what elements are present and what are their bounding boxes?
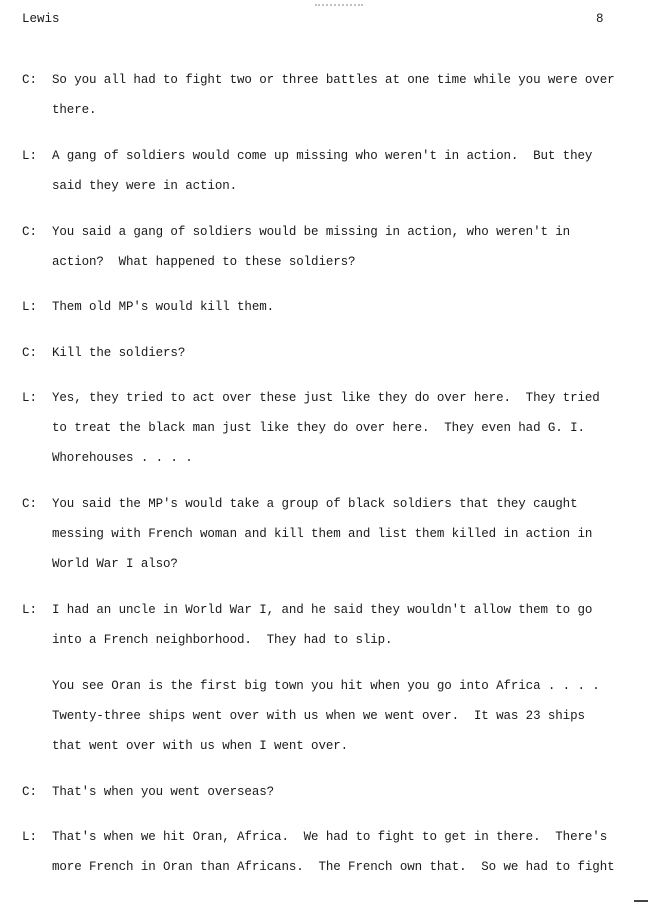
transcript-line: messing with French woman and kill them and list them killed in action in (52, 527, 593, 541)
speaker-label: L: (22, 391, 38, 405)
speaker-label: C: (22, 225, 38, 239)
transcript-line: That's when you went overseas? (52, 785, 275, 799)
scan-edge-mark (634, 900, 648, 902)
transcript-line: to treat the black man just like they do over here. They even had G. I. (52, 421, 585, 435)
speaker-label: L: (22, 830, 38, 844)
transcript-line: A gang of soldiers would come up missing who weren't in action. But they (52, 149, 593, 163)
transcript-line: Whorehouses . . . . (52, 451, 193, 465)
transcript-line: said they were in action. (52, 179, 238, 193)
speaker-label: C: (22, 346, 38, 360)
transcript-line: You said the MP's would take a group of black soldiers that they caught (52, 497, 578, 511)
transcript-line: Kill the soldiers? (52, 346, 186, 360)
transcript-line: action? What happened to these soldiers? (52, 255, 356, 269)
speaker-label: C: (22, 785, 38, 799)
transcript-line: You said a gang of soldiers would be missing in action, who weren't in (52, 225, 571, 239)
transcript-line: that went over with us when I went over. (52, 739, 349, 753)
transcript-line: Twenty-three ships went over with us when we went over. It was 23 ships (52, 709, 585, 723)
transcript-line: I had an uncle in World War I, and he said they wouldn't allow them to go (52, 603, 593, 617)
speaker-label: L: (22, 603, 38, 617)
transcript-line: You see Oran is the first big town you hit when you go into Africa . . . . (52, 679, 600, 693)
transcript-line: there. (52, 103, 97, 117)
transcript-line: into a French neighborhood. They had to slip. (52, 633, 393, 647)
transcript-line: World War I also? (52, 557, 178, 571)
page-number: 8 (596, 12, 604, 26)
transcript-line: That's when we hit Oran, Africa. We had to fight to get in there. There's (52, 830, 608, 844)
transcript-line: So you all had to fight two or three battles at one time while you were over (52, 73, 615, 87)
speaker-label: C: (22, 73, 38, 87)
scan-artifact (315, 0, 363, 6)
transcript-line: Yes, they tried to act over these just like they do over here. They tried (52, 391, 600, 405)
speaker-label: C: (22, 497, 38, 511)
transcript-line: Them old MP's would kill them. (52, 300, 275, 314)
header-interviewee-name: Lewis (22, 12, 60, 26)
speaker-label: L: (22, 300, 38, 314)
transcript-line: more French in Oran than Africans. The French own that. So we had to fight (52, 860, 615, 874)
speaker-label: L: (22, 149, 38, 163)
